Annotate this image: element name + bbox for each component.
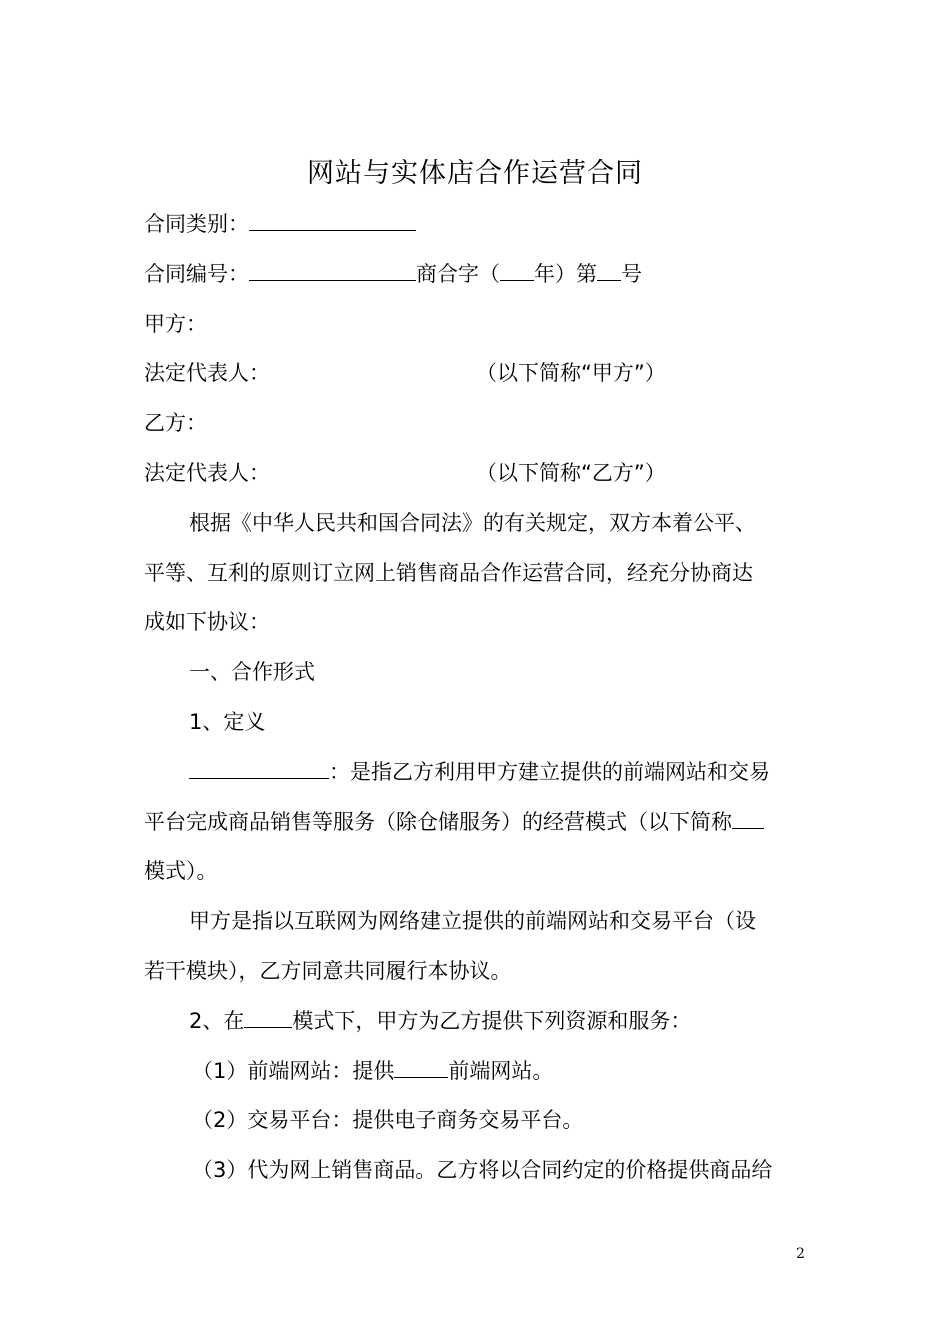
contract-title: 网站与实体店合作运营合同 [307, 158, 643, 189]
sub-item-3: （3）代为网上销售商品。乙方将以合同约定的价格提供商品给 [192, 1158, 773, 1182]
definition-text-2: 平台完成商品销售等服务（除仓储服务）的经营模式（以下简称 [144, 810, 732, 834]
page-number: 2 [796, 1246, 805, 1262]
definition-line-3: 模式）。 [144, 859, 218, 883]
item-2-text: 模式下，甲方为乙方提供下列资源和服务： [292, 1009, 692, 1033]
sub-item-1 [192, 1055, 553, 1087]
party-a-rep-line [144, 357, 666, 389]
item-2-line [189, 1005, 691, 1037]
sub-item-1-blank [394, 1055, 448, 1078]
contract-no-label: 合同编号： [144, 262, 249, 286]
party-b-alias: （以下简称“乙方”） [476, 461, 666, 485]
contract-type-label: 合同类别： [144, 212, 249, 236]
sub-item-2: （2）交易平台：提供电子商务交易平台。 [192, 1108, 584, 1132]
party-b-rep-line [144, 457, 666, 489]
intro-line-2: 平等、互利的原则订立网上销售商品合作运营合同，经充分协商达 [144, 561, 753, 585]
contract-type-blank [249, 208, 416, 231]
contract-no-year-suffix: 年）第 [534, 262, 597, 286]
party-a-alias: （以下简称“甲方”） [476, 361, 666, 385]
mode-alias-blank [732, 806, 764, 829]
sub-item-1-text: 前端网站。 [448, 1059, 554, 1083]
party-a-desc-line-2: 若干模块），乙方同意共同履行本协议。 [144, 959, 512, 983]
number-blank [597, 258, 621, 281]
party-b-label: 乙方： [144, 411, 207, 435]
party-a-label: 甲方： [144, 312, 207, 336]
definition-text-1: ：是指乙方利用甲方建立提供的前端网站和交易 [329, 760, 770, 784]
intro-line-1: 根据《中华人民共和国合同法》的有关规定，双方本着公平、 [189, 511, 756, 535]
contract-no-blank [249, 258, 416, 281]
contract-no-line [144, 258, 642, 290]
sub-item-1-prefix: （1）前端网站：提供 [192, 1059, 395, 1083]
definition-line-2 [144, 806, 764, 838]
year-blank [500, 258, 534, 281]
item-1-heading: 1、定义 [189, 710, 266, 734]
contract-no-end: 号 [621, 262, 642, 286]
contract-no-suffix: 商合字（ [416, 262, 500, 286]
mode-name-blank [189, 756, 329, 779]
intro-line-3: 成如下协议： [144, 610, 270, 634]
party-a-rep-label: 法定代表人： [144, 361, 270, 385]
section-heading-1: 一、合作形式 [189, 660, 315, 684]
definition-line-1 [189, 756, 770, 788]
item-2-mode-blank [244, 1005, 292, 1028]
party-a-desc-line-1: 甲方是指以互联网为网络建立提供的前端网站和交易平台（设 [189, 909, 756, 933]
item-2-prefix: 2、在 [189, 1009, 245, 1033]
party-b-rep-label: 法定代表人： [144, 461, 270, 485]
contract-type-line [144, 208, 416, 240]
